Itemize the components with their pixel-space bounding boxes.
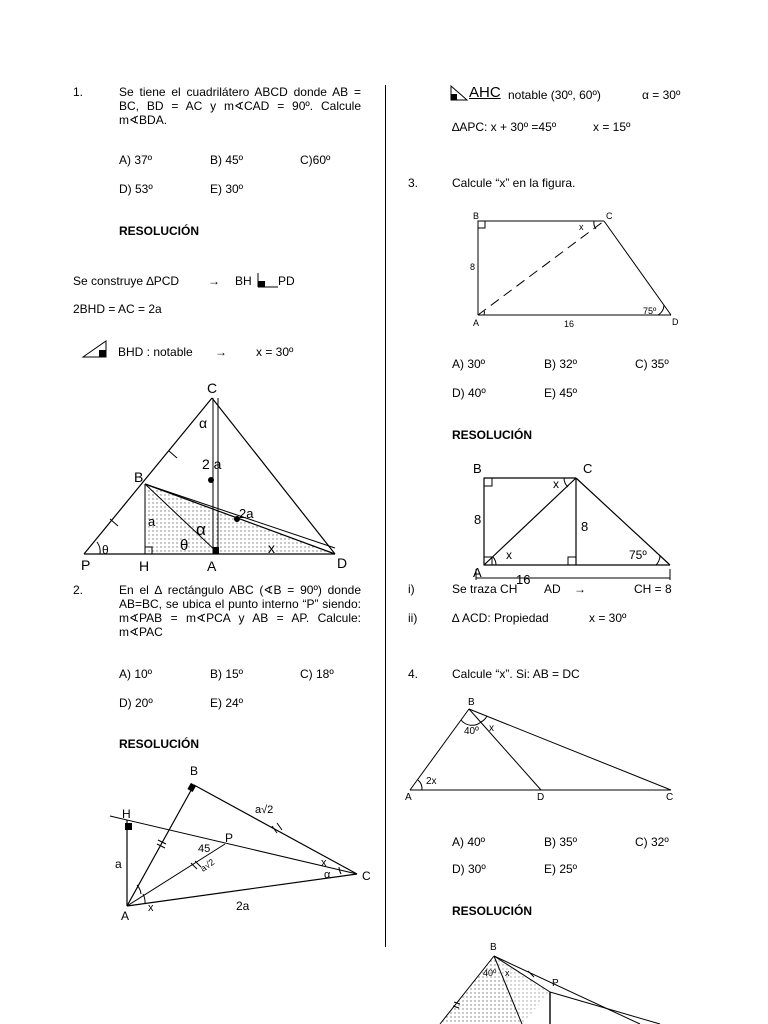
p1-option-d: D) 53º — [119, 182, 153, 196]
problem-4-statement: Calcule “x”. Si: AB = DC — [452, 667, 580, 681]
p3-option-e: E) 45º — [544, 386, 578, 400]
p1-step3-arrow: → — [215, 345, 227, 359]
label-a: A — [405, 792, 412, 803]
p2-figure — [105, 760, 380, 930]
step-i-text: Se traza CH — [452, 582, 518, 596]
label-b: B — [468, 697, 475, 708]
step-i-number: i) — [408, 582, 415, 596]
p1-step3-result: x = 30º — [256, 345, 294, 359]
p2-option-d: D) 20º — [119, 696, 153, 710]
label-theta-p: θ — [102, 543, 109, 557]
p1-option-a: A) 37º — [119, 153, 153, 167]
p2-option-b: B) 15º — [210, 667, 244, 681]
problem-3-statement: Calcule “x” en la figura. — [452, 176, 576, 190]
p1-step1-pd: PD — [278, 274, 295, 288]
label-x: x — [489, 723, 494, 734]
p1-option-b: B) 45º — [210, 153, 244, 167]
label-c: C — [362, 869, 371, 883]
label-b: B — [473, 461, 482, 476]
label-a: A — [473, 318, 480, 328]
label-45: 45 — [198, 843, 211, 855]
p4-resolution-figure — [430, 940, 730, 1024]
perpendicular-icon — [257, 272, 279, 288]
label-a-root2-mid: a√2 — [198, 856, 217, 874]
label-c: C — [207, 380, 218, 396]
label-a: A — [473, 565, 482, 580]
p1-resolution-heading: RESOLUCIÓN — [119, 224, 200, 238]
p3-option-c: C) 35º — [635, 357, 669, 371]
problem-2-statement: En el ∆ rectángulo ABC (∢B = 90º) donde AB=BC, se ubica el punto interno “P” siendo: m∢PAB = m∢PCA y AB = AP. Calcule: m∢PAC — [119, 583, 361, 639]
step-ii-number: ii) — [408, 611, 418, 625]
label-2a: 2a — [236, 899, 250, 913]
step-ii-text: ∆ ACD: Propiedad — [452, 611, 549, 625]
label-alpha: α — [196, 520, 206, 539]
label-x: x — [579, 222, 584, 232]
label-c: C — [666, 792, 674, 803]
problem-2-number: 2. — [73, 583, 84, 597]
label-p: P — [81, 557, 91, 573]
label-a-side: a — [148, 514, 156, 529]
label-h: H — [139, 558, 150, 574]
label-a-root2-top: a√2 — [255, 804, 274, 816]
p3-option-a: A) 30º — [452, 357, 486, 371]
right-triangle-icon — [82, 340, 108, 358]
label-c: C — [606, 211, 613, 221]
apc-equation: ∆APC: x + 30º =45º — [452, 120, 557, 134]
p3-resolution-figure — [470, 458, 680, 586]
label-h: H — [122, 807, 131, 821]
label-8: 8 — [470, 262, 476, 272]
label-x-a: x — [148, 902, 154, 914]
step-ii-result: x = 30º — [589, 611, 627, 625]
p3-figure — [468, 208, 688, 332]
label-d: D — [337, 555, 348, 571]
label-2a-vertical: 2 a — [202, 456, 222, 472]
label-2x: 2x — [426, 776, 437, 787]
p4-resolution-heading: RESOLUCIÓN — [452, 904, 533, 918]
p2-option-a: A) 10º — [119, 667, 153, 681]
p2-option-e: E) 24º — [210, 696, 244, 710]
tri-ahc-label: AHC — [469, 84, 501, 101]
alpha-result: α = 30º — [642, 88, 681, 102]
p1-step1-text: Se construye ∆PCD — [73, 274, 180, 288]
p2-option-c: C) 18º — [300, 667, 334, 681]
label-8-ch: 8 — [581, 519, 589, 534]
label-b: B — [134, 469, 144, 485]
p4-option-d: D) 30º — [452, 862, 486, 876]
p1-figure — [80, 378, 370, 578]
label-d: D — [672, 317, 679, 327]
p2-resolution-heading: RESOLUCIÓN — [119, 737, 200, 751]
label-x-a: x — [506, 548, 512, 562]
label-c: C — [583, 461, 593, 476]
p1-step1-arrow: → — [208, 274, 220, 288]
step-i-ad: AD — [544, 582, 561, 596]
label-16: 16 — [564, 319, 575, 329]
label-8-left: 8 — [474, 512, 482, 527]
label-x-c: x — [321, 857, 327, 869]
p3-option-d: D) 40º — [452, 386, 486, 400]
p4-option-e: E) 25º — [544, 862, 578, 876]
p3-option-b: B) 32º — [544, 357, 578, 371]
label-40: 40º — [483, 968, 497, 978]
x-equals-15: x = 15º — [593, 120, 631, 134]
label-2a-diagonal: 2a — [239, 506, 254, 521]
label-a: A — [207, 558, 217, 574]
p1-step3-text: BHD : notable — [118, 345, 193, 359]
label-75: 75º — [643, 306, 657, 316]
p4-option-c: C) 32º — [635, 835, 669, 849]
problem-1-statement: Se tiene el cuadrilátero ABCD donde AB = BC, BD = AC y m∢CAD = 90º. Calcule m∢BDA. — [119, 85, 361, 127]
notable-text: notable (30º, 60º) — [508, 88, 601, 102]
p3-resolution-heading: RESOLUCIÓN — [452, 428, 533, 442]
label-x: x — [505, 968, 510, 978]
label-p: P — [225, 831, 234, 845]
problem-4-number: 4. — [408, 667, 419, 681]
column-divider — [385, 85, 386, 947]
label-p: P — [552, 978, 559, 989]
p4-option-a: A) 40º — [452, 835, 486, 849]
label-alpha-top: α — [199, 415, 208, 431]
label-a: A — [121, 909, 130, 923]
label-x: x — [268, 540, 275, 556]
label-b: B — [473, 211, 480, 221]
problem-3-number: 3. — [408, 176, 419, 190]
label-40: 40º — [464, 726, 479, 737]
label-alpha-c: α — [324, 869, 331, 881]
p1-step1-bh: BH — [235, 274, 252, 288]
step-i-result: CH = 8 — [634, 582, 672, 596]
right-triangle-icon-ahc — [450, 85, 468, 101]
p1-option-c: C)60º — [300, 153, 331, 167]
p1-option-e: E) 30º — [210, 182, 244, 196]
label-75: 75º — [629, 548, 647, 562]
p4-option-b: B) 35º — [544, 835, 578, 849]
p4-figure — [403, 694, 688, 804]
step-i-arrow: → — [574, 582, 586, 596]
label-d: D — [537, 792, 545, 803]
label-b: B — [490, 942, 497, 953]
label-theta: θ — [180, 537, 189, 554]
label-x-c: x — [553, 477, 559, 491]
p1-step2-text: 2BHD = AC = 2a — [73, 302, 162, 316]
label-16: 16 — [516, 572, 531, 587]
problem-1-number: 1. — [73, 85, 84, 99]
label-b: B — [190, 764, 199, 778]
label-a-side: a — [115, 857, 122, 871]
